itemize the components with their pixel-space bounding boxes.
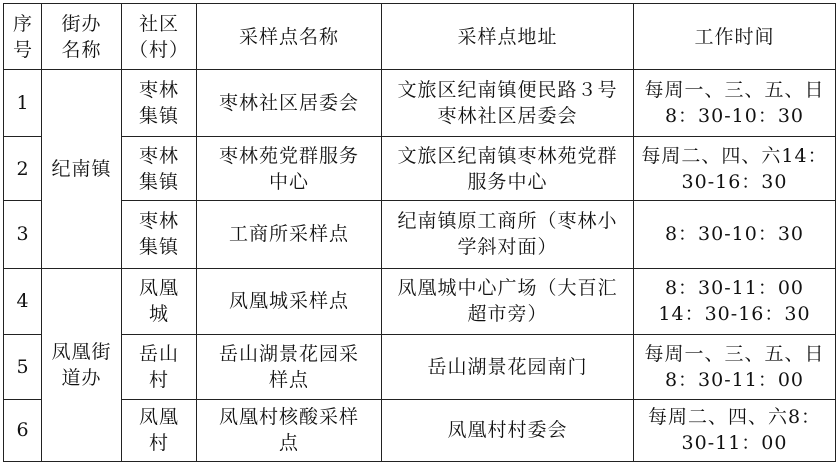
community-cell: 岳山 村 <box>122 335 197 399</box>
site-name-cell: 岳山湖景花园采 样点 <box>197 335 382 399</box>
site-address-cell: 凤凰村村委会 <box>382 399 634 461</box>
site-address-cell: 文旅区纪南镇枣林苑党群 服务中心 <box>382 136 634 200</box>
site-address-cell: 凤凰城中心广场（大百汇 超市旁） <box>382 268 634 334</box>
header-site-name: 采样点名称 <box>197 4 382 70</box>
community-cell: 凤凰 城 <box>122 268 197 334</box>
community-cell: 枣林 集镇 <box>122 201 197 268</box>
header-site-address: 采样点地址 <box>382 4 634 70</box>
site-name-cell: 凤凰村核酸采样 点 <box>197 399 382 461</box>
table-row <box>4 268 836 334</box>
hours-cell: 8：30-10：30 <box>634 201 836 268</box>
row-number: 6 <box>4 399 42 461</box>
site-name-cell: 凤凰城采样点 <box>197 268 382 334</box>
hours-cell: 每周二、四、六14： 30-16：30 <box>634 136 836 200</box>
header-hours: 工作时间 <box>634 4 836 70</box>
community-cell: 枣林 集镇 <box>122 70 197 136</box>
table-row <box>4 136 836 200</box>
site-address-cell: 文旅区纪南镇便民路３号 枣林社区居委会 <box>382 70 634 136</box>
table-row <box>4 335 836 399</box>
row-number: 1 <box>4 70 42 136</box>
hours-cell: 每周一、三、五、日 8：30-11：00 <box>634 335 836 399</box>
site-name-cell: 工商所采样点 <box>197 201 382 268</box>
hours-cell: 8：30-11：00 14：30-16：30 <box>634 268 836 334</box>
site-name-cell: 枣林社区居委会 <box>197 70 382 136</box>
site-address-cell: 纪南镇原工商所（枣林小 学斜对面） <box>382 201 634 268</box>
header-community: 社区 （村） <box>122 4 197 70</box>
street-group-fenghuang: 凤凰街 道办 <box>42 268 122 461</box>
hours-cell: 每周二、四、六8： 30-11：00 <box>634 399 836 461</box>
table-row <box>4 70 836 136</box>
hours-cell: 每周一、三、五、日 8：30-10：30 <box>634 70 836 136</box>
table-row <box>4 201 836 268</box>
sampling-sites-table <box>3 3 836 462</box>
row-number: 3 <box>4 201 42 268</box>
row-number: 5 <box>4 335 42 399</box>
header-street: 街办 名称 <box>42 4 122 70</box>
table-row <box>4 399 836 461</box>
row-number: 2 <box>4 136 42 200</box>
street-group-jinan: 纪南镇 <box>42 70 122 268</box>
community-cell: 枣林 集镇 <box>122 136 197 200</box>
row-number: 4 <box>4 268 42 334</box>
community-cell: 凤凰 村 <box>122 399 197 461</box>
header-row <box>4 4 836 70</box>
header-seq: 序 号 <box>4 4 42 70</box>
site-name-cell: 枣林苑党群服务 中心 <box>197 136 382 200</box>
site-address-cell: 岳山湖景花园南门 <box>382 335 634 399</box>
